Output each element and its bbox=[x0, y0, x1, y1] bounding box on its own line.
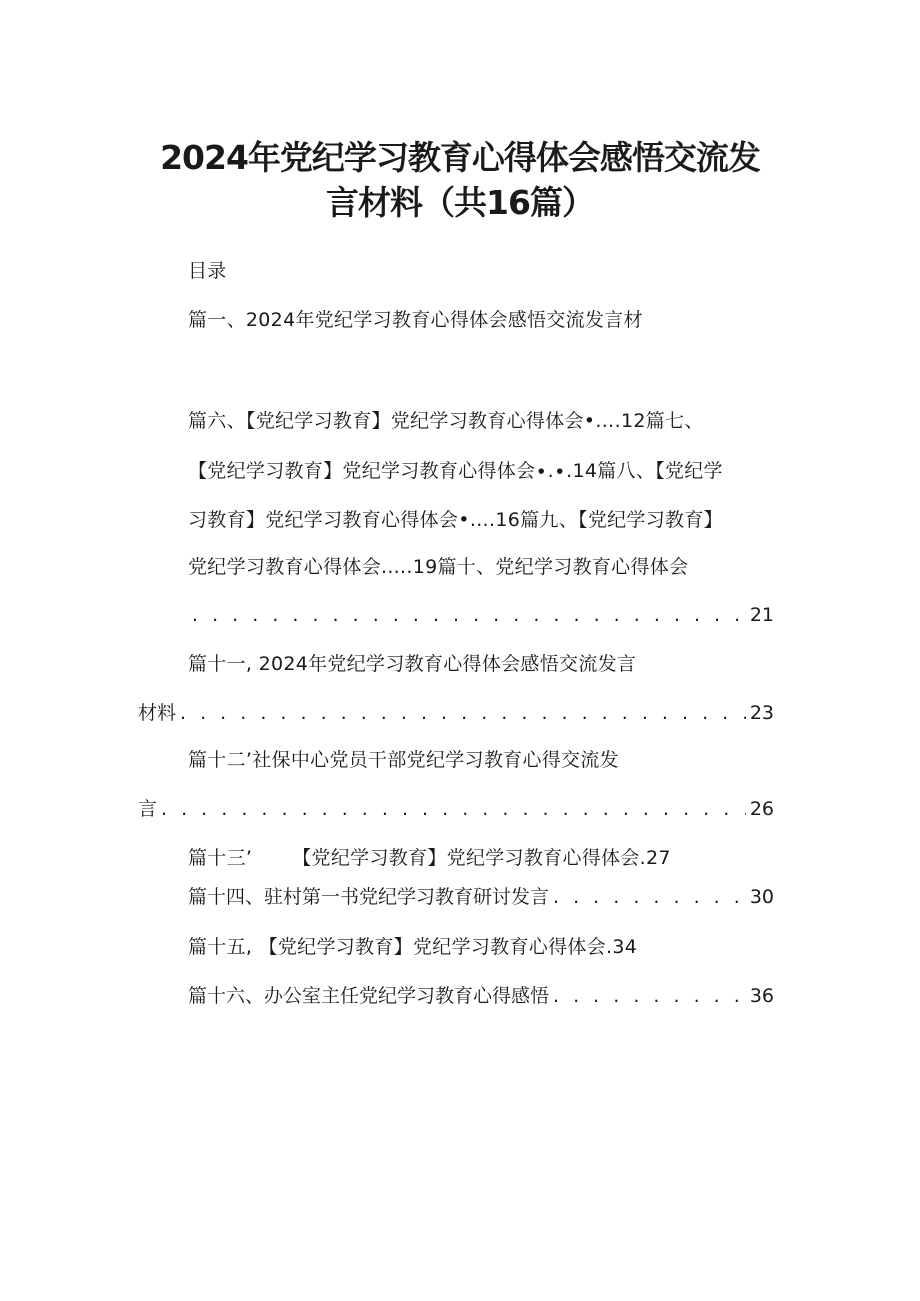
dot-leader bbox=[553, 983, 746, 1009]
entry-text: 篇十四、驻村第一书党纪学习教育研讨发言 bbox=[188, 886, 550, 908]
page-number: 30 bbox=[749, 886, 774, 908]
entry-text: 【党纪学习教育】党纪学习教育心得体会.27 bbox=[292, 847, 671, 869]
toc-line-6: 篇六、【党纪学习教育】党纪学习教育心得体会•….12篇七、 bbox=[188, 410, 704, 432]
toc-line-8: 习教育】党纪学习教育心得体会•….16篇九、【党纪学习教育】 bbox=[188, 509, 723, 531]
entry-text: 篇十六、办公室主任党纪学习教育心得感悟 bbox=[188, 985, 550, 1007]
toc-entry-12-line-2 bbox=[138, 796, 774, 822]
document-title-line-2: 言材料（共16篇） bbox=[326, 183, 594, 222]
toc-entry-11-line-2 bbox=[138, 700, 774, 726]
toc-entry-12-line-1: 篇十二’社保中心党员干部党纪学习教育心得交流发 bbox=[188, 749, 619, 771]
toc-entry-13 bbox=[188, 845, 671, 871]
entry-prefix: 篇十三’ bbox=[188, 847, 253, 869]
entry-text: 言 bbox=[138, 798, 158, 820]
page-number: 21 bbox=[749, 604, 774, 626]
toc-line-10-leader bbox=[188, 602, 774, 628]
dot-leader bbox=[161, 796, 746, 822]
toc-entry-15: 篇十五, 【党纪学习教育】党纪学习教育心得体会.34 bbox=[188, 936, 638, 958]
dot-leader bbox=[192, 602, 746, 628]
document-title-line-1: 2024年党纪学习教育心得体会感悟交流发 bbox=[160, 138, 760, 177]
dot-leader bbox=[553, 884, 746, 910]
toc-entry-14 bbox=[188, 884, 774, 910]
toc-heading: 目录 bbox=[188, 260, 227, 282]
toc-line-9: 党纪学习教育心得体会.....19篇十、党纪学习教育心得体会 bbox=[188, 556, 689, 578]
toc-line-7: 【党纪学习教育】党纪学习教育心得体会∙.∙.14篇八、【党纪学 bbox=[188, 460, 723, 482]
page-number: 36 bbox=[749, 985, 774, 1007]
dot-leader bbox=[180, 700, 746, 726]
toc-entry-11-line-1: 篇十一, 2024年党纪学习教育心得体会感悟交流发言 bbox=[188, 653, 637, 675]
page-number: 23 bbox=[749, 702, 774, 724]
entry-text: 材料 bbox=[138, 702, 177, 724]
toc-entry-16 bbox=[188, 983, 774, 1009]
page-number: 26 bbox=[749, 798, 774, 820]
toc-entry-1: 篇一、2024年党纪学习教育心得体会感悟交流发言材 bbox=[188, 309, 643, 331]
